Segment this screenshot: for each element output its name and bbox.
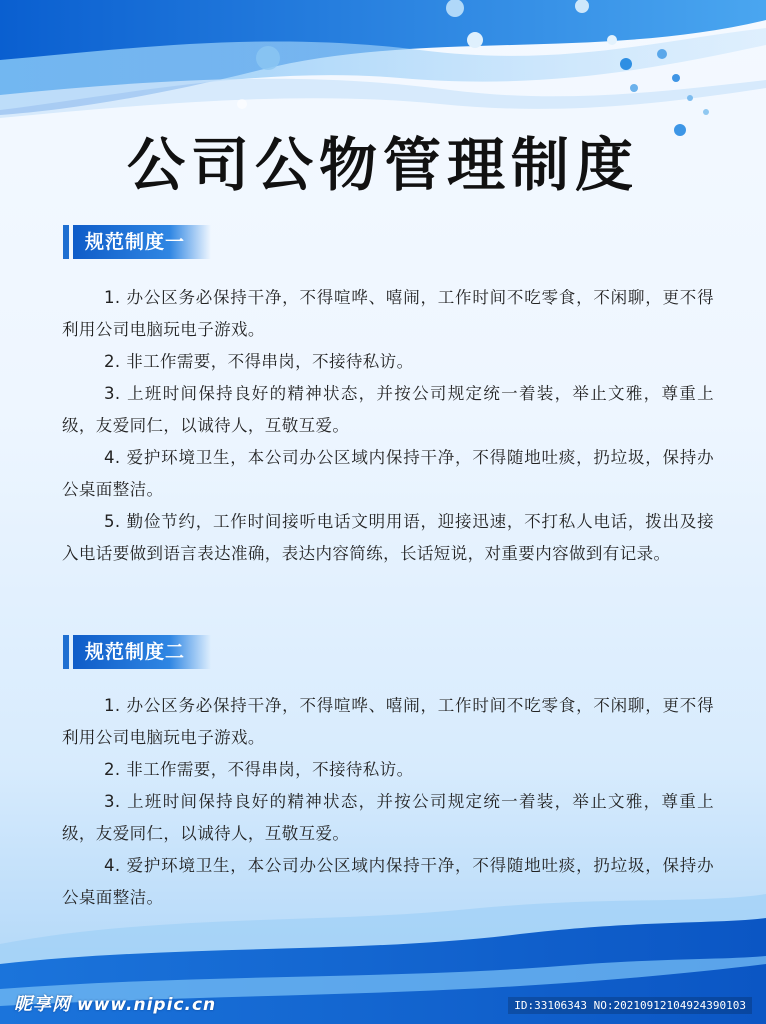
list-item: 3. 上班时间保持良好的精神状态，并按公司规定统一着装，举止文雅，尊重上级，友爱同仁，以诚待人，互敬互爱。 [62,792,714,843]
section-heading-1 [63,225,211,259]
watermark-id: ID:33106343 NO:20210912104924390103 [508,997,752,1014]
list-item: 2. 非工作需要，不得串岗，不接待私访。 [104,760,414,779]
section-heading-2 [63,635,211,669]
watermark-logo [14,990,216,1016]
list-item: 4. 爱护环境卫生，本公司办公区域内保持干净，不得随地吐痰，扔垃圾，保持办公桌面整洁。 [62,856,714,907]
list-item: 4. 爱护环境卫生，本公司办公区域内保持干净，不得随地吐痰，扔垃圾，保持办公桌面整洁。 [62,448,714,499]
section-1-list [62,282,714,570]
watermark-logo-text: 昵享网 [14,994,71,1015]
section-2-list [62,690,714,914]
section-heading-label: 规范制度一 [73,225,211,259]
list-item: 3. 上班时间保持良好的精神状态，并按公司规定统一着装，举止文雅，尊重上级，友爱同仁，以诚待人，互敬互爱。 [62,384,714,435]
section-accent-bar [63,225,69,259]
list-item: 1. 办公区务必保持干净，不得喧哗、嘻闹，工作时间不吃零食，不闲聊，更不得利用公司电脑玩电子游戏。 [62,696,714,747]
list-item: 5. 勤俭节约，工作时间接听电话文明用语，迎接迅速，不打私人电话，拨出及接入电话要做到语言表达准确，表达内容简练，长话短说，对重要内容做到有记录。 [62,512,714,563]
section-heading-label: 规范制度二 [73,635,211,669]
list-item: 2. 非工作需要，不得串岗，不接待私访。 [104,352,414,371]
page-title: 公司公物管理制度 [126,131,639,199]
list-item: 1. 办公区务必保持干净，不得喧哗、嘻闹，工作时间不吃零食，不闲聊，更不得利用公司电脑玩电子游戏。 [62,288,714,339]
watermark-site: www.nipic.cn [77,995,217,1015]
section-accent-bar [63,635,69,669]
